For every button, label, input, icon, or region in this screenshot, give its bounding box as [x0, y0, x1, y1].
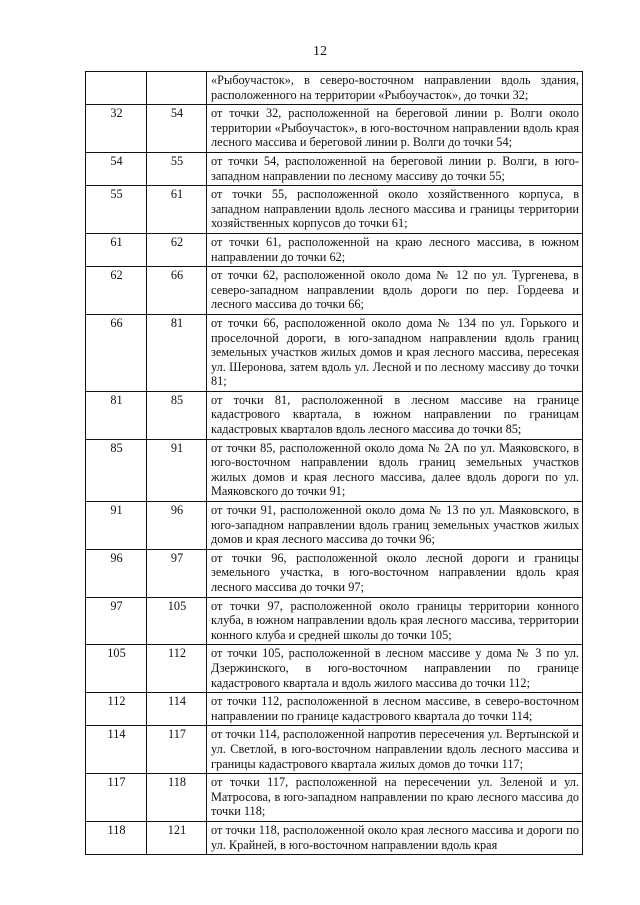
description-cell: от точки 96, расположенной около лесной дороги и границы земельного участка, в юго-восточном направлении вдоль края лесного массива до точки 97;	[207, 549, 583, 597]
point-to-cell: 96	[147, 502, 207, 550]
point-to-cell: 114	[147, 693, 207, 726]
description-cell: от точки 114, расположенной напротив пересечения ул. Вертынской и ул. Светлой, в юго-восточном направлении вдоль лесного массива и границы кадастрового квартала жилых домов до точки 117;	[207, 726, 583, 774]
description-cell: от точки 105, расположенной в лесном массиве у дома № 3 по ул. Дзержинского, в юго-восточном направлении по границе кадастрового квартала и вдоль жилого массива до точки 112;	[207, 645, 583, 693]
table-row	[86, 774, 583, 822]
table-row	[86, 439, 583, 501]
point-from-cell: 61	[86, 233, 147, 266]
table-row	[86, 549, 583, 597]
point-from-cell: 96	[86, 549, 147, 597]
table-row	[86, 152, 583, 185]
point-from-cell: 114	[86, 726, 147, 774]
point-from-cell: 91	[86, 502, 147, 550]
point-to-cell: 61	[147, 186, 207, 234]
point-to-cell: 62	[147, 233, 207, 266]
boundary-table	[85, 71, 583, 855]
description-cell: от точки 112, расположенной в лесном массиве, в северо-восточном направлении по границе кадастрового квартала до точки 114;	[207, 693, 583, 726]
point-to-cell: 85	[147, 391, 207, 439]
description-cell: от точки 54, расположенной на береговой линии р. Волги, в юго-западном направлении по лесному массиву до точки 55;	[207, 152, 583, 185]
point-to-cell	[147, 72, 207, 105]
table-row	[86, 267, 583, 315]
description-cell: от точки 97, расположенной около границы территории конного клуба, в южном направлении вдоль края лесного массива, территории конного клуба и средней школы до точки 105;	[207, 597, 583, 645]
table-row	[86, 314, 583, 391]
description-cell: от точки 32, расположенной на береговой линии р. Волги около территории «Рыбоучасток», в юго-восточном направлении вдоль края лесного массива и береговой линии р. Волги до точки 54;	[207, 105, 583, 153]
description-cell: от точки 91, расположенной около дома № 13 по ул. Маяковского, в юго-западном направлении вдоль границ земельных участков жилых домов и края лесного массива до точки 96;	[207, 502, 583, 550]
point-from-cell: 97	[86, 597, 147, 645]
table-row	[86, 105, 583, 153]
table-row	[86, 233, 583, 266]
point-to-cell: 121	[147, 821, 207, 854]
table-row	[86, 502, 583, 550]
point-from-cell: 105	[86, 645, 147, 693]
point-from-cell: 54	[86, 152, 147, 185]
point-to-cell: 81	[147, 314, 207, 391]
point-to-cell: 66	[147, 267, 207, 315]
point-to-cell: 105	[147, 597, 207, 645]
point-to-cell: 112	[147, 645, 207, 693]
page-number: 12	[313, 44, 327, 59]
description-cell: от точки 62, расположенной около дома № 12 по ул. Тургенева, в северо-западном направлении вдоль дороги по пер. Гордеева и лесного массива до точки 66;	[207, 267, 583, 315]
point-from-cell: 118	[86, 821, 147, 854]
point-to-cell: 117	[147, 726, 207, 774]
boundary-table-body	[86, 72, 583, 855]
point-from-cell: 66	[86, 314, 147, 391]
description-cell: от точки 61, расположенной на краю лесного массива, в южном направлении до точки 62;	[207, 233, 583, 266]
point-from-cell: 85	[86, 439, 147, 501]
point-to-cell: 91	[147, 439, 207, 501]
description-cell: от точки 81, расположенной в лесном массиве на границе кадастрового квартала, в южном направлении по границам кадастровых кварталов вдоль лесного массива до точки 85;	[207, 391, 583, 439]
point-from-cell: 62	[86, 267, 147, 315]
description-cell: от точки 117, расположенной на пересечении ул. Зеленой и ул. Матросова, в юго-западном направлении по краю лесного массива до точки 118;	[207, 774, 583, 822]
table-row	[86, 645, 583, 693]
point-to-cell: 97	[147, 549, 207, 597]
point-from-cell: 117	[86, 774, 147, 822]
table-row	[86, 186, 583, 234]
point-to-cell: 54	[147, 105, 207, 153]
table-row	[86, 72, 583, 105]
description-cell: от точки 118, расположенной около края лесного массива и дороги по ул. Крайней, в юго-восточном направлении вдоль края	[207, 821, 583, 854]
table-row	[86, 391, 583, 439]
point-from-cell: 81	[86, 391, 147, 439]
point-from-cell	[86, 72, 147, 105]
table-row	[86, 726, 583, 774]
point-from-cell: 55	[86, 186, 147, 234]
table-row	[86, 821, 583, 854]
point-from-cell: 32	[86, 105, 147, 153]
description-cell: от точки 66, расположенной около дома № 134 по ул. Горького и проселочной дороги, в юго-западном направлении вдоль границ земельных участков жилых домов и края лесного массива, пересекая ул. Шеронова, затем вдоль ул. Лесной и по лесному массиву до точки 81;	[207, 314, 583, 391]
point-to-cell: 118	[147, 774, 207, 822]
point-to-cell: 55	[147, 152, 207, 185]
table-row	[86, 693, 583, 726]
description-cell: от точки 85, расположенной около дома № 2А по ул. Маяковского, в юго-восточном направлении вдоль границ земельных участков жилых домов и края лесного массива, далее вдоль дороги по ул. Маяковского до точки 91;	[207, 439, 583, 501]
description-cell: от точки 55, расположенной около хозяйственного корпуса, в западном направлении вдоль лесного массива и границы территории хозяйственных корпусов до точки 61;	[207, 186, 583, 234]
point-from-cell: 112	[86, 693, 147, 726]
description-cell: «Рыбоучасток», в северо-восточном направлении вдоль здания, расположенного на территории «Рыбоучасток», до точки 32;	[207, 72, 583, 105]
table-row	[86, 597, 583, 645]
